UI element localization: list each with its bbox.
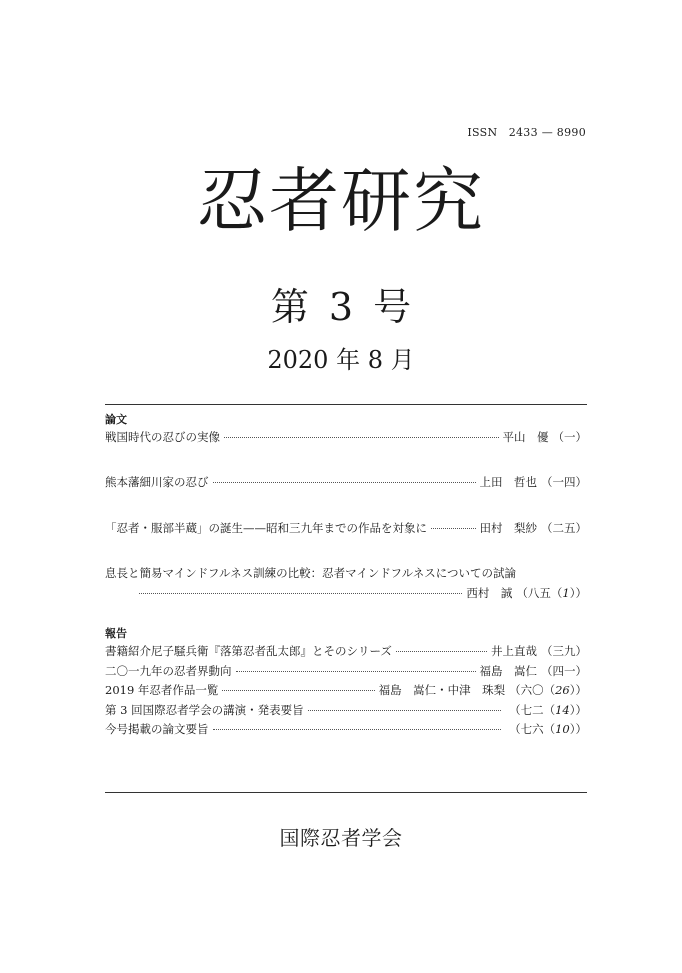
entry-page: （八五（1）） xyxy=(516,585,587,600)
journal-title: 忍者研究 xyxy=(197,160,485,242)
leader-dots xyxy=(236,671,476,672)
entry-page: （七六（10）） xyxy=(509,722,587,737)
entry-title: 息長と簡易マインドフルネス訓練の比較：忍者マインドフルネスについての試論 xyxy=(105,566,517,581)
entry-title: 書籍紹介尼子騒兵衛『落第忍者乱太郎』とそのシリーズ xyxy=(105,644,392,659)
entry-title: 今号掲載の論文要旨 xyxy=(105,722,209,737)
toc-entry[interactable] xyxy=(105,722,587,738)
toc-entry[interactable] xyxy=(105,703,587,719)
leader-dots xyxy=(213,482,476,483)
top-divider xyxy=(105,404,587,405)
entry-page: （二五） xyxy=(541,520,587,535)
toc-entry[interactable] xyxy=(105,521,587,537)
toc-entry[interactable] xyxy=(105,430,587,446)
entry-page: （一四） xyxy=(541,475,587,490)
entry-page: （六〇（26）） xyxy=(509,683,587,698)
issn-number: ISSN 2433 — 8990 xyxy=(467,126,586,139)
toc-entry[interactable] xyxy=(105,475,587,491)
toc-entry[interactable] xyxy=(105,683,587,699)
toc-entry[interactable] xyxy=(105,566,587,601)
issue-number: 第 3 号 xyxy=(270,285,412,329)
entry-author: 福島 嵩仁・中津 珠梨 xyxy=(378,683,506,698)
leader-dots xyxy=(139,593,462,594)
leader-dots xyxy=(308,710,501,711)
issue-date: 2020 年 8 月 xyxy=(267,346,415,374)
publisher-name: 国際忍者学会 xyxy=(279,826,403,850)
entry-title: 二〇一九年の忍者界動向 xyxy=(105,663,232,678)
section-heading-ronbun: 論文 xyxy=(105,413,127,426)
leader-dots xyxy=(213,729,502,730)
toc-entry[interactable] xyxy=(105,664,587,680)
entry-author: 田村 梨紗 xyxy=(479,520,537,535)
entry-author: 福島 嵩仁 xyxy=(479,663,537,678)
entry-page: （四一） xyxy=(541,663,587,678)
entry-title: 2019 年忍者作品一覧 xyxy=(105,683,219,698)
entry-page: （三九） xyxy=(541,644,587,659)
toc-entry[interactable] xyxy=(105,644,587,660)
entry-author: 上田 哲也 xyxy=(479,475,537,490)
entry-author: 井上直哉 xyxy=(491,644,537,659)
entry-author: 西村 誠 xyxy=(466,585,513,600)
entry-page: （一） xyxy=(552,429,587,444)
entry-page: （七二（14）） xyxy=(509,702,587,717)
entry-title: 戦国時代の忍びの実像 xyxy=(105,429,220,444)
section-heading-houkoku: 報告 xyxy=(105,627,127,641)
entry-title: 第 3 回国際忍者学会の講演・発表要旨 xyxy=(105,702,304,717)
entry-title: 「忍者・服部半蔵」の誕生——昭和三九年までの作品を対象に xyxy=(105,520,427,535)
leader-dots xyxy=(224,437,499,438)
entry-author: 平山 優 xyxy=(502,429,549,444)
leader-dots xyxy=(431,528,476,529)
bottom-divider xyxy=(105,792,587,793)
leader-dots xyxy=(396,651,487,652)
entry-title: 熊本藩細川家の忍び xyxy=(105,475,209,490)
leader-dots xyxy=(222,690,374,691)
table-of-contents xyxy=(105,413,587,738)
